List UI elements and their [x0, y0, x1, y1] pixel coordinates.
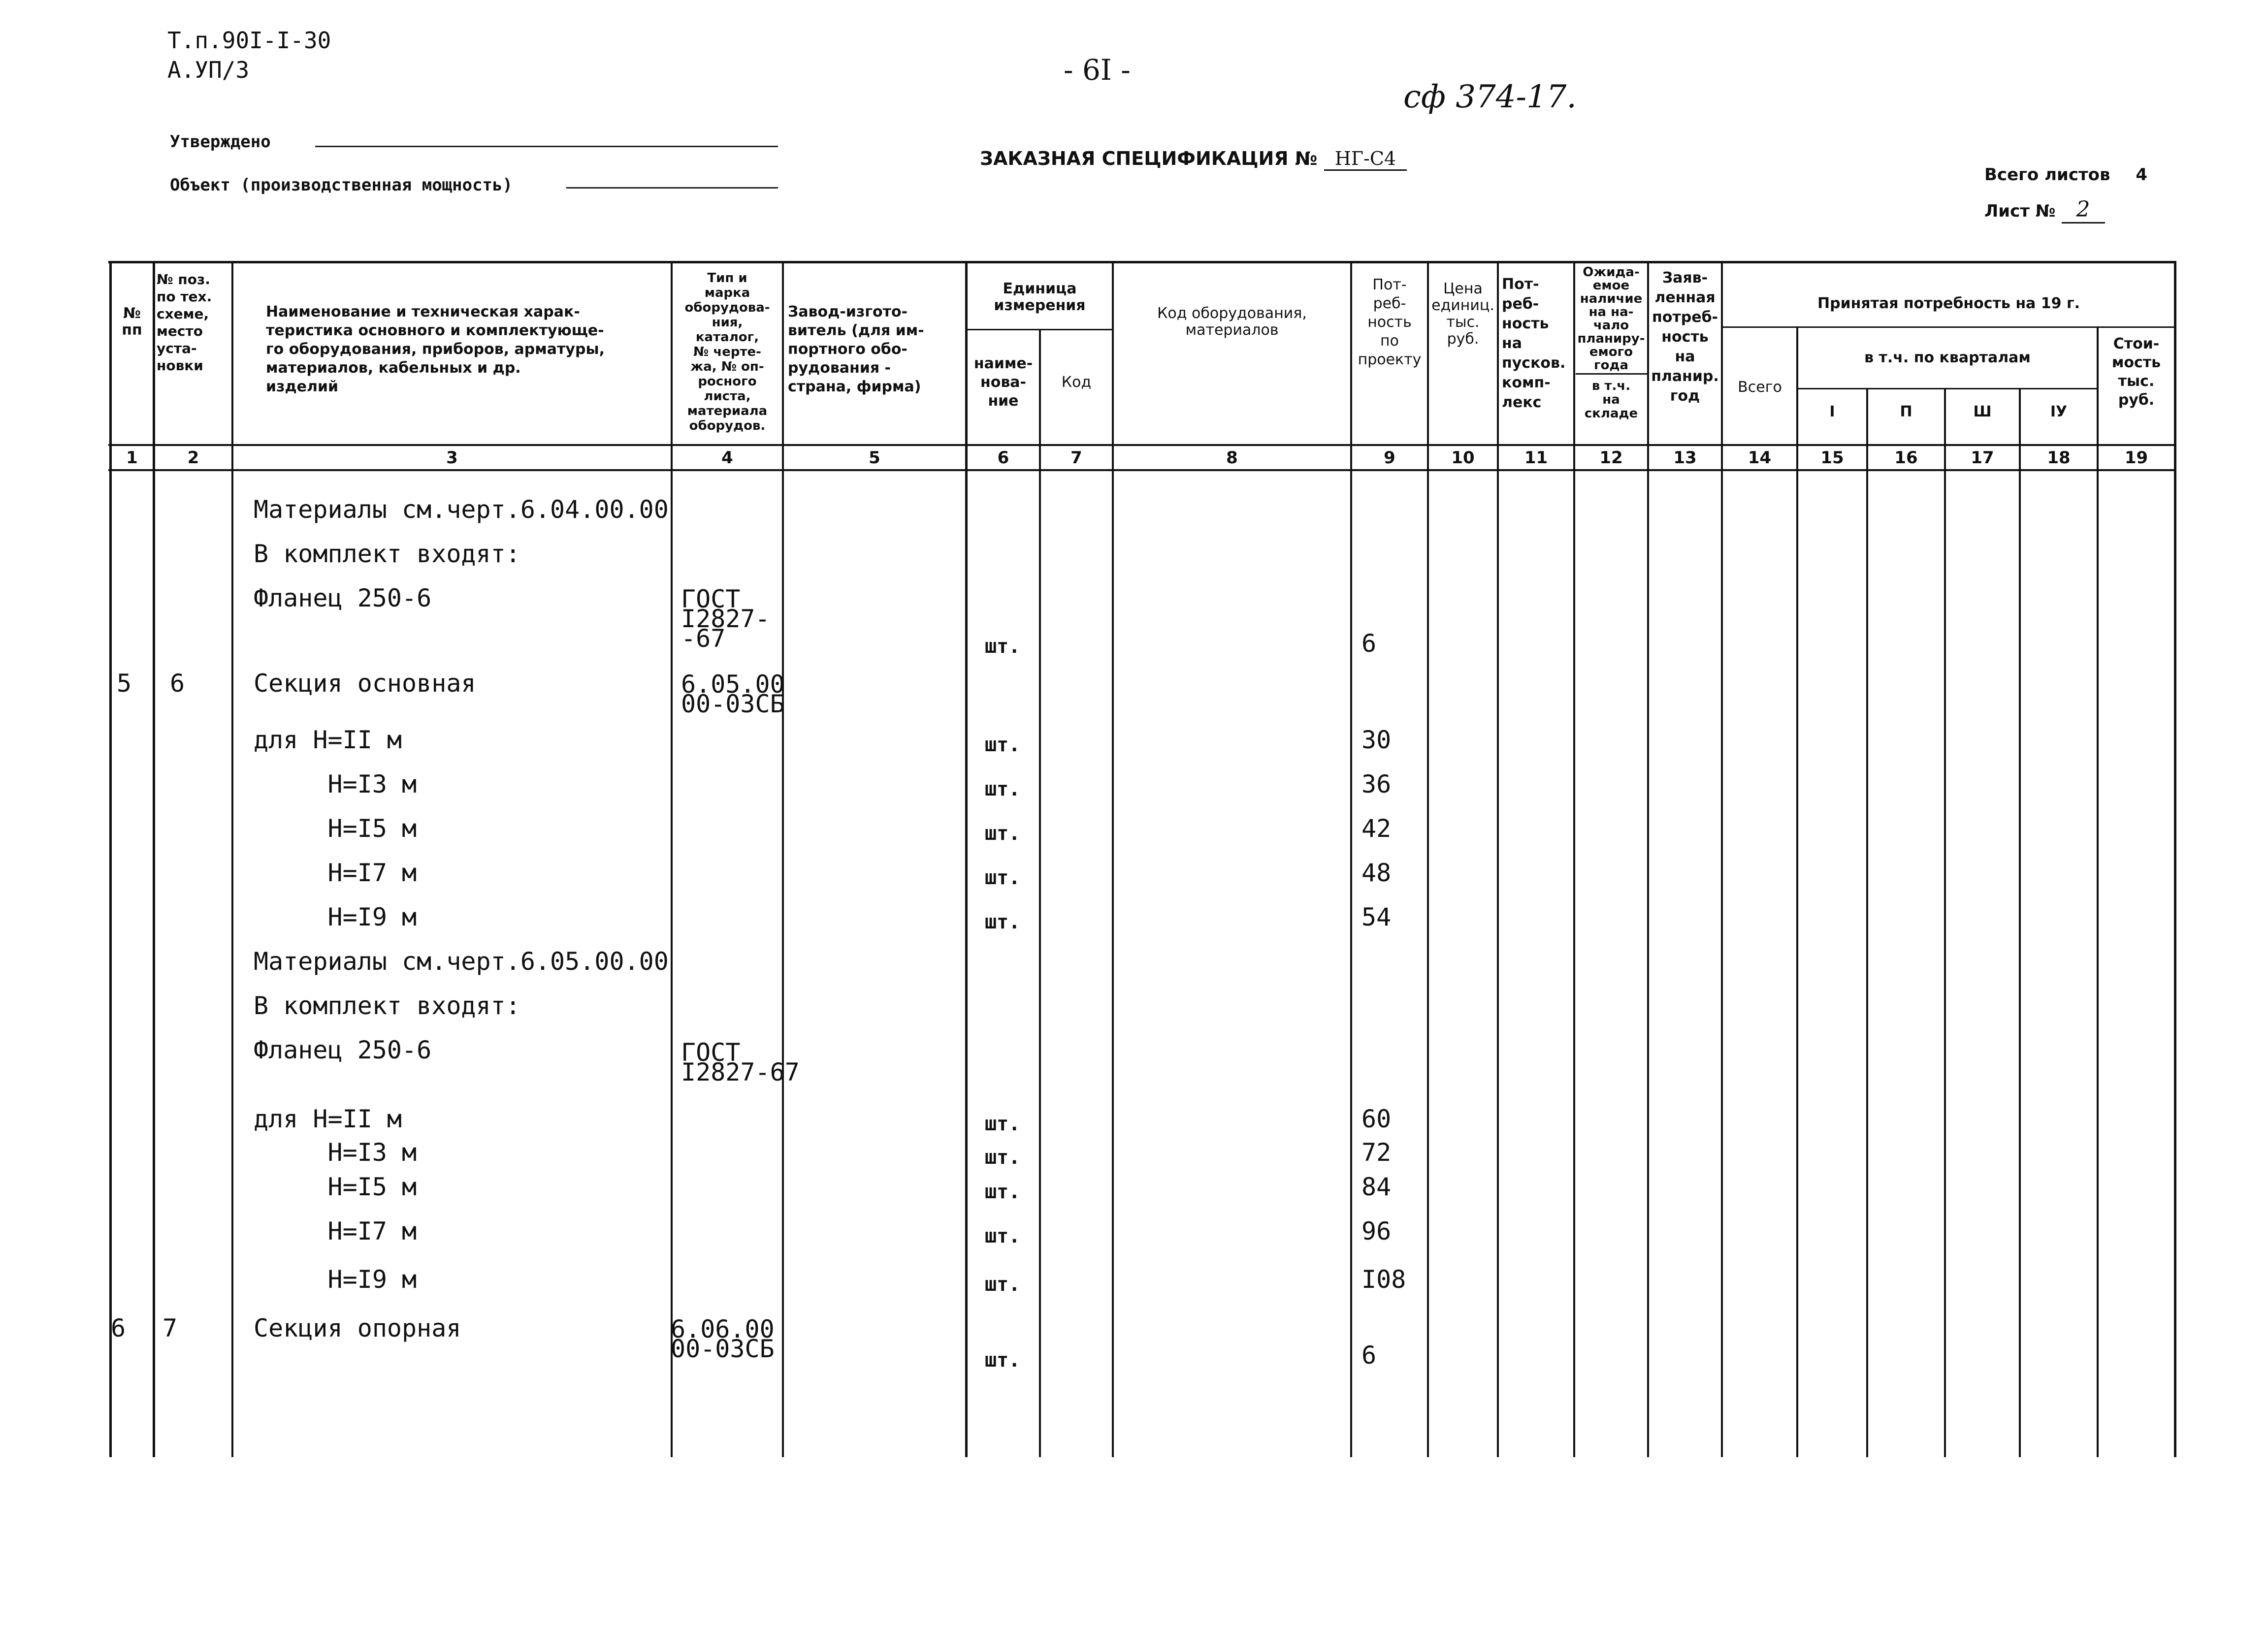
- colnum-2: 2: [187, 448, 199, 468]
- colnum-19: 19: [2124, 448, 2148, 468]
- table-row-3-num: 5: [117, 669, 132, 698]
- colnum-5: 5: [869, 448, 880, 468]
- col-border-10: [1497, 261, 1499, 1457]
- col-border-18: [2097, 326, 2099, 1457]
- table-row-17-mark: 6.06.00 00-03СБ: [671, 1315, 775, 1363]
- header-c15: I: [1829, 403, 1835, 420]
- table-row-16-qty: I08: [1361, 1265, 1406, 1294]
- table-row-8-qty: 54: [1361, 903, 1392, 931]
- table-row-14-qty: 84: [1361, 1173, 1392, 1201]
- table-row-7-unit: шт.: [985, 866, 1021, 889]
- header-c5: Завод-изгото- витель (для им- портного обо- рудования - страна, фирма): [788, 303, 924, 395]
- table-row-8-name: Н=I9 м: [254, 903, 417, 931]
- spec-title-number: НГ-С4: [1324, 148, 1407, 171]
- table-row-17-num: 6: [111, 1314, 126, 1342]
- header-c9: Пот- реб- ность по проекту: [1358, 276, 1422, 368]
- col-border-8: [1350, 261, 1352, 1457]
- table-row-9-name: Материалы см.черт.6.05.00.00: [254, 947, 669, 976]
- header-c13: Заяв- ленная потреб- ность на планир. год: [1651, 269, 1719, 405]
- header-c18: IУ: [2050, 403, 2068, 420]
- col-border-6: [1039, 329, 1041, 1457]
- col-border-16: [1944, 388, 1946, 1457]
- colnum-12: 12: [1599, 448, 1623, 468]
- header-c3: Наименование и техническая харак- теристика основного и комплектующе- го оборудования, приборов, арматуры, материалов, кабельных и др. изделий: [266, 303, 605, 395]
- table-row-10-name: В комплект входят:: [254, 991, 520, 1020]
- col-border-19: [2174, 261, 2176, 1457]
- table-top-border: [108, 261, 2176, 263]
- header-c10: Цена единиц. тыс. руб.: [1431, 280, 1494, 348]
- colnum-4: 4: [721, 448, 733, 468]
- table-row-11-mark: ГОСТ I2827-67: [681, 1038, 800, 1086]
- table-row-14-name: Н=I5 м: [254, 1173, 417, 1201]
- handwritten-code: сф 374-17.: [1403, 79, 1577, 115]
- page-number: - 6I -: [1064, 53, 1131, 87]
- col-border-4: [782, 261, 784, 1457]
- col-border-3: [671, 261, 673, 1457]
- table-row-2-mark: ГОСТ I2827- -67: [681, 585, 770, 653]
- table-row-12-unit: шт.: [985, 1113, 1021, 1135]
- table-row-6-qty: 42: [1361, 814, 1392, 843]
- header-c11: Пот- реб- ность на пусков. комп- лекс: [1502, 276, 1566, 411]
- colnum-14: 14: [1748, 448, 1772, 468]
- doc-reference: Т.п.90I-I-30: [167, 27, 331, 54]
- sheet-value: 2: [2062, 197, 2105, 223]
- col-border-15: [1866, 388, 1868, 1457]
- table-row-6-unit: шт.: [985, 822, 1021, 845]
- col-border-12: [1647, 261, 1649, 1457]
- col-border-7: [1112, 261, 1114, 1457]
- col-border-17: [2019, 388, 2021, 1457]
- col-border-13: [1721, 261, 1723, 1457]
- header-c12a: Ожида- емое наличие на на- чало планиру- емого года: [1577, 265, 1645, 373]
- header-c7: Код: [1061, 374, 1092, 391]
- header-c14: Всего: [1738, 379, 1782, 396]
- table-row-12-qty: 60: [1361, 1105, 1392, 1133]
- table-row-7-name: Н=I7 м: [254, 859, 417, 887]
- header-c1: № пп: [122, 305, 142, 339]
- table-row-13-unit: шт.: [985, 1146, 1021, 1169]
- colnum-13: 13: [1673, 448, 1697, 468]
- table-row-17-unit: шт.: [985, 1349, 1021, 1372]
- sheet-number: [1984, 197, 2105, 223]
- table-row-15-qty: 96: [1361, 1217, 1392, 1245]
- spec-title-prefix: ЗАКАЗНАЯ СПЕЦИФИКАЦИЯ №: [980, 148, 1318, 169]
- table-row-8-unit: шт.: [985, 911, 1021, 933]
- header-c17: Ш: [1973, 403, 1992, 420]
- table-row-4-name: для Н=II м: [254, 726, 402, 754]
- table-row-3-pos: 6: [170, 669, 185, 698]
- header-c6: наиме- нова- ние: [973, 355, 1033, 410]
- table-row-17-pos: 7: [162, 1314, 178, 1342]
- table-row-1-name: В комплект входят:: [254, 540, 520, 568]
- colnum-16: 16: [1894, 448, 1918, 468]
- table-row-7-qty: 48: [1361, 859, 1392, 887]
- header-unit-group: Единица измерения: [994, 280, 1086, 314]
- table-row-16-name: Н=I9 м: [254, 1265, 417, 1294]
- table-row-4-unit: шт.: [985, 734, 1021, 756]
- colnum-17: 17: [1971, 448, 1994, 468]
- table-row-6-name: Н=I5 м: [254, 814, 417, 843]
- approved-underline: [315, 146, 778, 147]
- header-quarters-group: в т.ч. по кварталам: [1864, 349, 2031, 366]
- table-row-15-name: Н=I7 м: [254, 1217, 417, 1245]
- colnum-9: 9: [1384, 448, 1395, 468]
- table-row-4-qty: 30: [1361, 726, 1392, 754]
- colnum-1: 1: [126, 448, 138, 468]
- object-label: Объект (производственная мощность): [170, 175, 513, 195]
- table-row-3-name: Секция основная: [254, 669, 476, 698]
- table-row-11-name: Фланец 250-6: [254, 1036, 432, 1064]
- table-row-13-qty: 72: [1361, 1138, 1392, 1167]
- table-row-5-name: Н=I3 м: [254, 770, 417, 798]
- colnum-3: 3: [446, 448, 458, 468]
- sheets-total-value: 4: [2136, 165, 2148, 185]
- table-row-12-name: для Н=II м: [254, 1105, 402, 1133]
- colnum-15: 15: [1820, 448, 1844, 468]
- table-row-16-unit: шт.: [985, 1273, 1021, 1296]
- quarter-group-line: [1721, 326, 2174, 328]
- sheets-total: [1984, 165, 2147, 185]
- colnum-6: 6: [997, 448, 1009, 468]
- colnum-7: 7: [1070, 448, 1082, 468]
- colnum-8: 8: [1226, 448, 1238, 468]
- stock-subheader-line: [1576, 373, 1647, 375]
- table-row-5-unit: шт.: [985, 778, 1021, 800]
- table-row-15-unit: шт.: [985, 1225, 1021, 1247]
- sheets-total-label: Всего листов: [1984, 165, 2110, 185]
- colnum-18: 18: [2047, 448, 2071, 468]
- table-row-2-unit: шт.: [985, 635, 1021, 658]
- colnum-11: 11: [1524, 448, 1548, 468]
- sheet-label: Лист №: [1984, 201, 2056, 221]
- header-c12b: в т.ч. на складе: [1584, 379, 1638, 421]
- header-c16: П: [1900, 403, 1912, 420]
- table-row-2-name: Фланец 250-6: [254, 584, 432, 612]
- quarter-subheader-line: [1797, 388, 2098, 389]
- header-c8: Код оборудования, материалов: [1157, 305, 1307, 339]
- col-border-11: [1573, 261, 1575, 1457]
- col-border-0: [109, 261, 112, 1457]
- header-c19: Стои- мость тыс. руб.: [2111, 335, 2161, 409]
- col-border-14: [1796, 326, 1798, 1457]
- header-c2: № поз. по тех. схеме, место уста- новки: [157, 271, 212, 374]
- table-row-14-unit: шт.: [985, 1181, 1021, 1203]
- col-border-9: [1427, 261, 1429, 1457]
- table-row-13-name: Н=I3 м: [254, 1138, 417, 1167]
- album-reference: А.УП/3: [167, 57, 250, 83]
- object-underline: [566, 187, 778, 189]
- header-accepted-need: Принятая потребность на 19 г.: [1817, 295, 2080, 312]
- table-row-5-qty: 36: [1361, 770, 1392, 798]
- col-border-1: [153, 261, 155, 1457]
- table-row-2-qty: 6: [1361, 629, 1377, 658]
- table-row-0-name: Материалы см.черт.6.04.00.00: [254, 495, 669, 524]
- header-c4: Тип и марка оборудова- ния, каталог, № черте- жа, № оп- росного листа, материала оборудов.: [684, 271, 770, 433]
- col-border-2: [231, 261, 233, 1457]
- spec-title: [980, 148, 1407, 171]
- col-border-5: [965, 261, 968, 1457]
- colnum-10: 10: [1451, 448, 1475, 468]
- table-row-17-name: Секция опорная: [254, 1314, 461, 1342]
- table-row-3-mark: 6.05.00 00-03СБ: [681, 670, 785, 718]
- approved-label: Утверждено: [170, 132, 271, 152]
- table-row-17-qty: 6: [1361, 1341, 1377, 1370]
